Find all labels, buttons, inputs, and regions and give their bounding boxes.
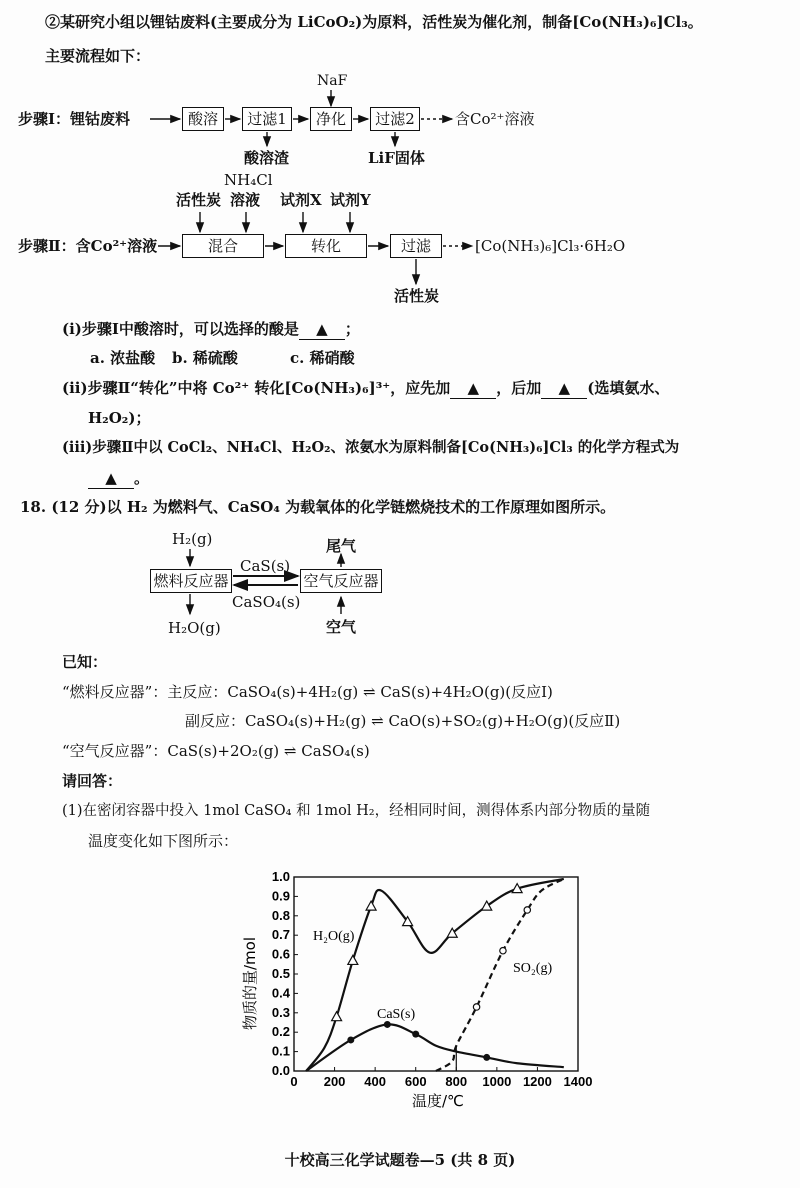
flow2-input-nh4cl-solution: 溶液 — [230, 191, 261, 209]
y-tick-label: 0.2 — [271, 1024, 290, 1040]
series-label-h2o: H₂O(g) — [313, 929, 355, 944]
y-tick-label: 0.1 — [271, 1043, 290, 1059]
answer-blank[interactable]: ▲ — [88, 468, 134, 489]
known-title: 已知： — [62, 653, 108, 671]
y-tick-label: 0.7 — [271, 927, 290, 943]
flow1-product: 含Co²⁺溶液 — [455, 110, 535, 128]
flow1-box-filter1: 过滤1 — [242, 107, 292, 131]
reaction-2: 副反应：CaSO₄(s)+H₂(g) ⇌ CaO(s)+SO₂(g)+H₂O(g)(反应Ⅱ) — [185, 712, 621, 730]
question-text: ； — [344, 320, 360, 338]
air-reactor-box: 空气反应器 — [300, 569, 382, 593]
dot-marker — [412, 1031, 419, 1038]
flow1-box-purify: 净化 — [310, 107, 352, 131]
air-input-label: 空气 — [326, 618, 357, 636]
series-label-cas: CaS(s) — [377, 1007, 416, 1022]
option-a: a. 浓盐酸 — [90, 349, 156, 367]
reaction-3: “空气反应器”：CaS(s)+2O₂(g) ⇌ CaSO₄(s) — [62, 742, 370, 760]
circle-marker — [500, 948, 506, 954]
x-tick-label: 400 — [364, 1074, 386, 1089]
question-text: ，后加 — [496, 379, 542, 397]
question-text: (i)步骤Ⅰ中酸溶时，可以选择的酸是 — [62, 320, 299, 338]
circle-marker — [524, 907, 530, 913]
y-tick-label: 0.8 — [271, 907, 290, 923]
y-axis-label: 物质的量/mol — [241, 936, 259, 1030]
h2-input: H₂(g) — [172, 530, 213, 548]
y-tick-label: 0.6 — [271, 946, 290, 962]
x-tick-label: 200 — [323, 1074, 346, 1089]
cas-flow-label: CaS(s) — [240, 557, 291, 575]
option-b: b. 稀硫酸 — [172, 349, 238, 367]
series-line-1 — [306, 1024, 564, 1071]
x-axis-label: 温度/℃ — [412, 1092, 464, 1110]
x-tick-label: 1200 — [522, 1074, 552, 1089]
flow1-box-acid-dissolve: 酸溶 — [182, 107, 224, 131]
intro-line: ②某研究小组以锂钴废料(主要成分为 LiCoO₂)为原料，活性炭为催化剂，制备[Co(NH₃)₆]Cl₃。 — [45, 13, 703, 31]
option-c: c. 稀硝酸 — [290, 349, 355, 367]
question-1-line2: 温度变化如下图所示： — [88, 832, 239, 850]
y-tick-label: 1.0 — [271, 869, 290, 884]
page-footer: 十校高三化学试题卷—5 (共 8 页) — [284, 1151, 516, 1169]
flow2-box-filter: 过滤 — [390, 234, 442, 258]
flow1-out-residue: 酸溶渣 — [244, 149, 290, 167]
flow2-input-carbon: 活性炭 — [176, 191, 222, 209]
caso4-flow-label: CaSO₄(s) — [232, 593, 301, 611]
answer-blank[interactable]: ▲ — [541, 378, 587, 399]
y-tick-label: 0.4 — [271, 985, 290, 1001]
x-tick-label: 0 — [290, 1074, 298, 1089]
y-tick-label: 0.5 — [271, 966, 290, 981]
y-tick-label: 0.0 — [271, 1063, 290, 1078]
triangle-marker — [348, 955, 358, 964]
triangle-marker — [332, 1012, 342, 1021]
question-iii: (iii)步骤Ⅱ中以 CoCl₂、NH₄Cl、H₂O₂、浓氨水为原料制备[Co(NH₃)₆]Cl₃ 的化学方程式为 — [62, 439, 680, 456]
y-tick-label: 0.3 — [271, 1004, 290, 1020]
reaction-1: “燃料反应器”：主反应：CaSO₄(s)+4H₂(g) ⇌ CaS(s)+4H₂O(g)(反应Ⅰ) — [62, 683, 553, 701]
x-tick-label: 800 — [445, 1074, 468, 1089]
flow1-label: 步骤Ⅰ：锂钴废料 — [18, 110, 131, 128]
y-tick-label: 0.9 — [271, 888, 290, 904]
flow2-product: [Co(NH₃)₆]Cl₃·6H₂O — [475, 237, 626, 255]
circle-marker — [473, 1004, 479, 1010]
h2o-output: H₂O(g) — [168, 619, 221, 637]
flow2-input-nh4cl: NH₄Cl — [224, 171, 273, 189]
series-label-so2: SO₂(g) — [513, 961, 553, 976]
x-tick-label: 1400 — [563, 1074, 593, 1089]
question-ii-cont: H₂O₂)； — [88, 409, 151, 427]
x-tick-label: 600 — [404, 1074, 427, 1089]
x-tick-label: 1000 — [482, 1074, 512, 1089]
flow2-out-carbon: 活性炭 — [394, 287, 440, 305]
tail-gas-label: 尾气 — [326, 537, 357, 555]
question-text: (ii)步骤Ⅱ“转化”中将 Co²⁺ 转化[Co(NH₃)₆]³⁺，应先加 — [62, 379, 451, 397]
flow2-box-mix: 混合 — [182, 234, 264, 258]
flow2-input-y: 试剂Y — [330, 191, 371, 209]
flow2-label: 步骤Ⅱ：含Co²⁺溶液 — [18, 237, 158, 255]
dot-marker — [483, 1054, 490, 1061]
answer-blank[interactable]: ▲ — [450, 378, 496, 399]
flow1-box-filter2: 过滤2 — [370, 107, 420, 131]
triangle-marker — [366, 901, 376, 910]
flow1-out-lif: LiF固体 — [368, 149, 425, 167]
dot-marker — [347, 1036, 354, 1043]
flow2-box-convert: 转化 — [285, 234, 367, 258]
question-1-line1: (1)在密闭容器中投入 1mol CaSO₄ 和 1mol H₂，经相同时间，测得体系内部分物质的量随 — [62, 803, 651, 819]
flow1-input-naf: NaF — [317, 73, 348, 89]
question-text: 。 — [134, 469, 150, 487]
answer-prompt: 请回答： — [62, 772, 123, 790]
fuel-reactor-box: 燃料反应器 — [150, 569, 232, 593]
question-text: (选填氨水、 — [587, 379, 670, 397]
flow2-input-x: 试剂X — [280, 191, 322, 209]
answer-blank[interactable]: ▲ — [299, 319, 345, 340]
intro-line: 主要流程如下： — [45, 47, 151, 65]
question-18: 18. (12 分)以 H₂ 为燃料气、CaSO₄ 为载氧体的化学链燃烧技术的工作原理如图所示。 — [20, 498, 616, 516]
